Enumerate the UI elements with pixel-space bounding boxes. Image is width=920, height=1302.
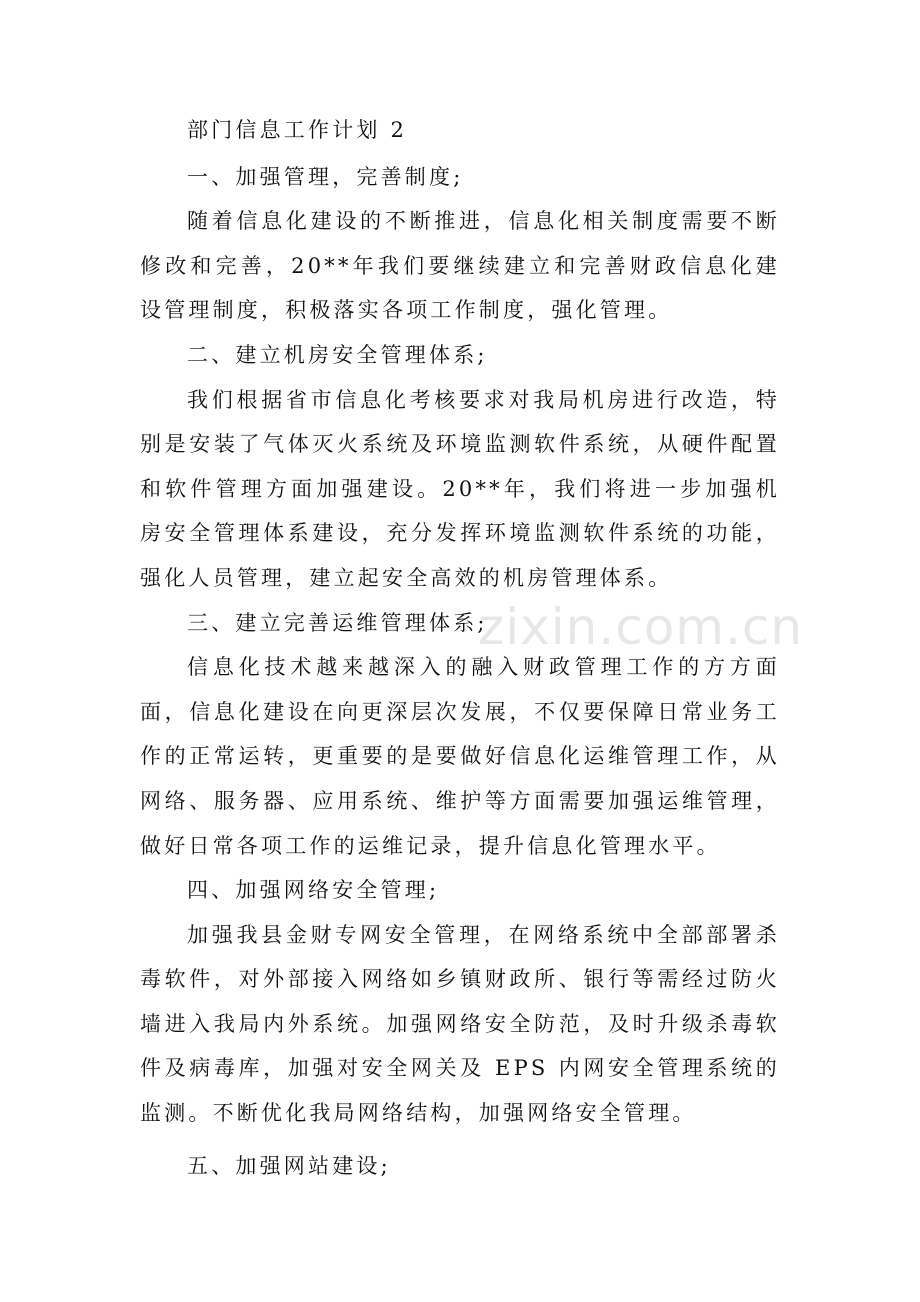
- document-content: [140, 108, 780, 1188]
- section-gap: [140, 1136, 780, 1144]
- section-body-1: 随着信息化建设的不断推进，信息化相关制度需要不断修改和完善，20**年我们要继续建立和完善财政信息化建设管理制度，积极落实各项工作制度，强化管理。: [140, 209, 780, 323]
- watermark-text: zixin.com.cn: [478, 598, 804, 656]
- section-body-4: 加强我县金财专网安全管理，在网络系统中全部部署杀毒软件，对外部接入网络如乡镇财政所、银行等需经过防火墙进入我局内外系统。加强网络安全防范，及时升级杀毒软件及病毒库，加强对安全网关及 EPS 内网安全管理系统的监测。不断优化我局网络结构，加强网络安全管理。: [140, 922, 780, 1126]
- section-body-2: 我们根据省市信息化考核要求对我局机房进行改造，特别是安装了气体灭火系统及环境监测软件系统，从硬件配置和软件管理方面加强建设。20**年，我们将进一步加强机房安全管理体系建设，充分发挥环境监测软件系统的功能，强化人员管理，建立起安全高效的机房管理体系。: [140, 387, 780, 590]
- section-heading-4: 四、加强网络安全管理;: [187, 878, 440, 903]
- document-title: 部门信息工作计划 2: [187, 118, 408, 142]
- section-heading-1: 一、加强管理，完善制度;: [187, 164, 464, 189]
- section-heading-2: 二、建立机房安全管理体系;: [187, 342, 488, 367]
- section-heading-3: 三、建立完善运维管理体系;: [187, 610, 488, 635]
- section-heading-5: 五、加强网站建设;: [187, 1153, 391, 1178]
- section-body-3: 信息化技术越来越深入的融入财政管理工作的方方面面，信息化建设在向更深层次发展，不仅要保障日常业务工作的正常运转，更重要的是要做好信息化运维管理工作，从网络、服务器、应用系统、维护等方面需要加强运维管理，做好日常各项工作的运维记录，提升信息化管理水平。: [140, 655, 780, 858]
